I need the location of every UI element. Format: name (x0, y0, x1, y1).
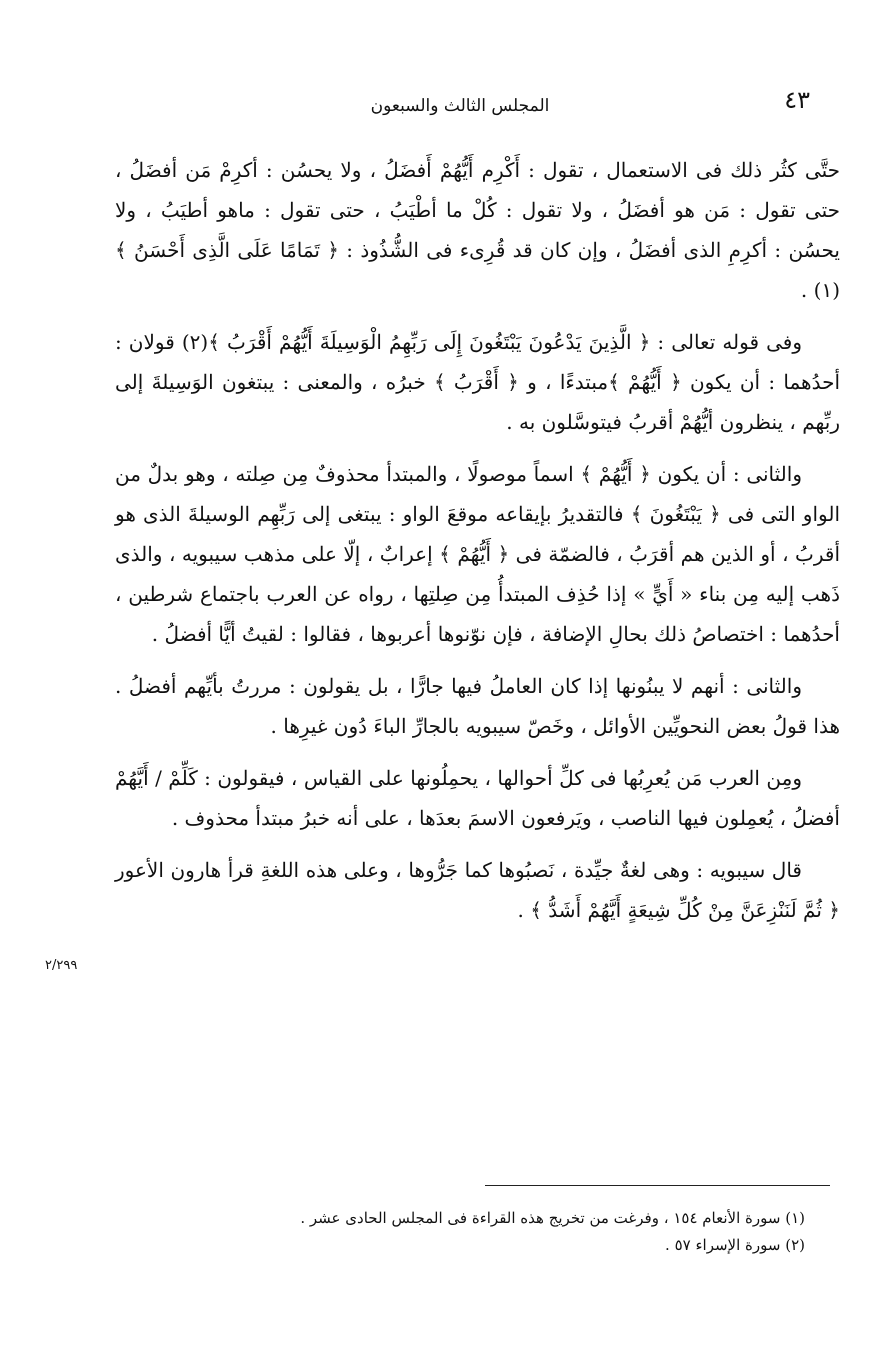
footnote: (١) سورة الأنعام ١٥٤ ، وفرغت من تخريج هذه القراءة فى المجلس الحادى عشر . (300, 1209, 805, 1227)
footnotes (180, 1205, 805, 1259)
paragraph: حتَّى كثُر ذلك فى الاستعمال ، تقول : أَكْرِم أَيُّهُمْ أَفضَلُ ، ولا يحسُن : أكرِمْ مَن أفضَلُ ، حتى تقول : مَن هو أفضَلُ ، ولا تقول : كُلْ ما أطْيَبُ ، حتى تقول : ماهو أطيَبُ ، ولا يحسُن : أكرِمِ الذى أفضَلُ ، وإن كان قد قُرِىء فى الشُّذُوذ : ﴿ تَمَامًا عَلَى الَّذِى أَحْسَنُ ﴾(١) . (115, 158, 840, 302)
paragraph: والثانى : أن يكون ﴿ أَيُّهُمْ ﴾ اسماً موصولًا ، والمبتدأ محذوفٌ مِن صِلته ، وهو بدلٌ من الواو التى فى ﴿ يَبْتَغُونَ ﴾ فالتقديرُ بإيقاعه موقعَ الواو : يبتغى إلى رَبِّهِم الوسيلةَ الذى هو أقربُ ، أو الذين هم أقرَبُ ، فالضمّة فى ﴿ أَيُّهُمْ ﴾ إعرابٌ ، إلّا على مذهب سيبويه ، والذى ذَهب إليه مِن بناء « أَيٍّ » إذا حُذِف المبتدأُ مِن صِلتِها ، رواه عن العرب باجتماع شرطين ، أحدُهما : اختصاصُ ذلك بحالِ الإضافة ، فإن نوّنوها أعربوها ، فقالوا : لقيتُ أيًّا أفضلُ . (115, 462, 840, 646)
margin-reference: ٢/٢٩٩ (45, 958, 78, 973)
footnote: (٢) سورة الإسراء ٥٧ . (665, 1236, 805, 1254)
paragraph: قال سيبويه : وهى لغةٌ جيِّدة ، نَصبُوها كما جَرُّوها ، وعلى هذه اللغةِ قرأ هارون الأعور ﴿ ثُمَّ لَنَنْزِعَنَّ مِنْ كُلِّ شِيعَةٍ أَيَّهُمْ أَشَدُّ ﴾ . (115, 858, 840, 922)
main-text (115, 150, 840, 942)
page-number: ٤٣ (784, 86, 810, 114)
running-head (110, 86, 810, 116)
chapter-title: المجلس الثالث والسبعون (370, 96, 550, 116)
paragraph: وفى قوله تعالى : ﴿ الَّذِينَ يَدْعُونَ يَبْتَغُونَ إِلَى رَبِّهِمُ الْوَسِيلَةَ أَيُّهُمْ أَقْرَبُ ﴾(٢) قولان : أحدُهما : أن يكون ﴿ أَيُّهُمْ ﴾مبتدءًا ، و ﴿ أَقْرَبُ ﴾ خبرُه ، والمعنى : يبتغون الوَسِيلةَ إلى ربِّهم ، ينظرون أيُّهُمْ أقربُ فيتوسَّلون به . (115, 330, 840, 434)
footnote-divider (485, 1185, 830, 1186)
paragraph: والثانى : أنهم لا يبنُونها إذا كان العاملُ فيها جارًّا ، بل يقولون : مررتُ بأيِّهم أفضلُ . هذا قولُ بعض النحويِّين الأوائل ، وخَصّ سيبويه بالجارِّ الباءَ دُون غيرِها . (115, 674, 840, 738)
paragraph: ومِن العرب مَن يُعرِبُها فى كلِّ أحوالها ، يحمِلُونها على القياس ، فيقولون : كَلِّمْ / أَيَّهُمْ أفضلُ ، يُعمِلون فيها الناصب ، ويَرفعون الاسمَ بعدَها ، على أنه خبرُ مبتدأ محذوف . (115, 766, 840, 830)
